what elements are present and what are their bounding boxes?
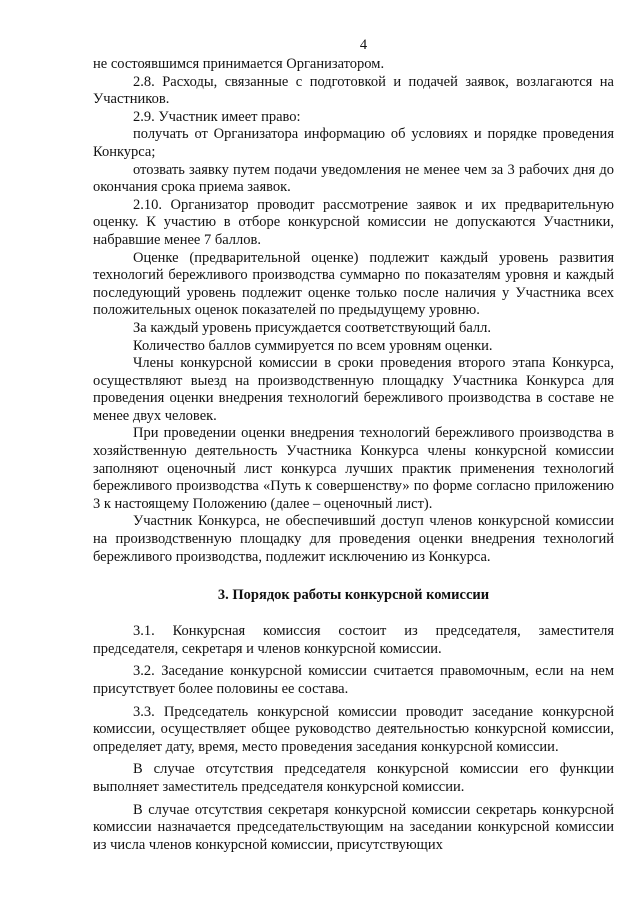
section-2-continuation bbox=[93, 56, 614, 566]
paragraph: Количество баллов суммируется по всем уровням оценки. bbox=[133, 337, 493, 354]
paragraph: 2.9. Участник имеет право: bbox=[133, 108, 301, 125]
paragraph: В случае отсутствия председателя конкурсной комиссии его функции выполняет заместитель председателя конкурсной комиссии. bbox=[93, 761, 614, 795]
paragraph: отозвать заявку путем подачи уведомления не менее чем за 3 рабочих дня до окончания срока приема заявок. bbox=[93, 161, 614, 196]
section-title: 3. Порядок работы конкурсной комиссии bbox=[217, 587, 490, 604]
paragraph: При проведении оценки внедрения технологий бережливого производства в хозяйственную деятельность Участника Конкурса члены конкурсной комиссии заполняют оценочный лист конкурса лучших практик применения технологий бережливого производства «Путь к совершенству» по форме согласно приложению 3 к настоящему Положению (далее – оценочный лист). bbox=[93, 425, 614, 512]
document-body bbox=[93, 56, 614, 854]
paragraph: получать от Организатора информацию об условиях и порядке проведения Конкурса; bbox=[93, 126, 614, 160]
paragraph: 3.2. Заседание конкурсной комиссии считается правомочным, если на нем присутствует более половины ее состава. bbox=[93, 663, 614, 697]
paragraph: 2.10. Организатор проводит рассмотрение заявок и их предварительную оценку. К участию в отборе конкурсной комиссии не допускаются Участники, набравшие менее 7 баллов. bbox=[93, 196, 614, 248]
paragraph: Участник Конкурса, не обеспечивший доступ членов конкурсной комиссии на производственную площадку для проведения оценки внедрения технологий бережливого производства, подлежит исключению из Конкурса. bbox=[93, 513, 614, 565]
paragraph: не состоявшимся принимается Организатором. bbox=[93, 56, 385, 72]
paragraph: 3.1. Конкурсная комиссия состоит из председателя, заместителя председателя, секретаря и членов конкурсной комиссии. bbox=[93, 623, 614, 657]
paragraph: 3.3. Председатель конкурсной комиссии проводит заседание конкурсной комиссии, осуществляет общее руководство деятельностью конкурсной комиссии, определяет дату, время, место проведения заседания конкурсной комиссии. bbox=[93, 703, 614, 755]
paragraph: Члены конкурсной комиссии в сроки проведения второго этапа Конкурса, осуществляют выезд на производственную площадку Участника Конкурса для проведения оценки внедрения технологий бережливого производства в составе не менее двух человек. bbox=[93, 355, 614, 424]
section-3-body bbox=[93, 623, 614, 854]
paragraph: За каждый уровень присуждается соответствующий балл. bbox=[133, 319, 491, 336]
paragraph: В случае отсутствия секретаря конкурсной комиссии секретарь конкурсной комиссии назначается председательствующим на заседании конкурсной комиссии из числа членов конкурсной комиссии, присутствующих bbox=[93, 801, 614, 853]
paragraph: 2.8. Расходы, связанные с подготовкой и подачей заявок, возлагаются на Участников. bbox=[93, 73, 614, 108]
page-number: 4 bbox=[359, 37, 368, 53]
paragraph: Оценке (предварительной оценке) подлежит каждый уровень развития технологий бережливого производства суммарно по показателям уровня и каждый последующий уровень подлежит оценке только после наличия у Участника всех положительных оценок показателей по предыдущему уровню. bbox=[93, 249, 614, 319]
